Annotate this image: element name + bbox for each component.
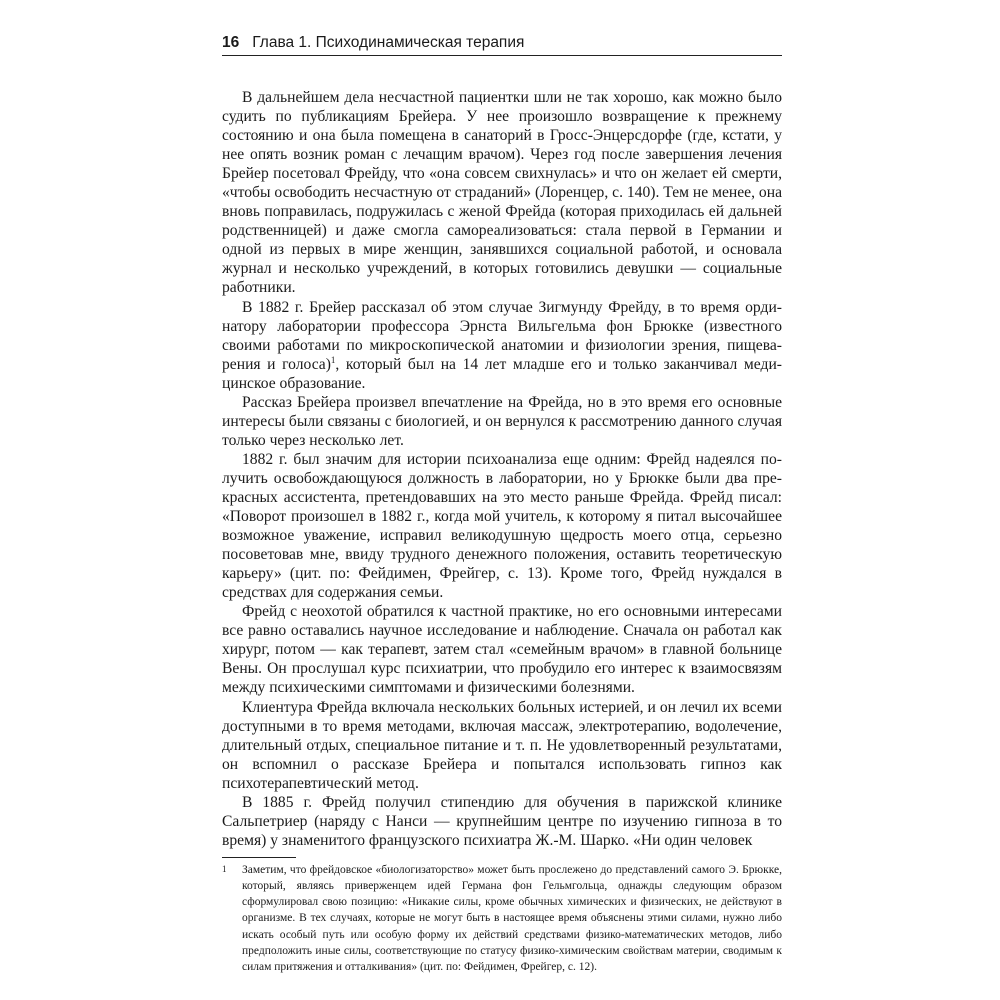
paragraph-text-continuation: , который был на 14 лет младше его и только заканчивал медицинское образование. xyxy=(222,355,782,392)
body-text xyxy=(222,88,782,850)
footnote-divider xyxy=(222,857,296,858)
footnote xyxy=(222,862,782,975)
paragraph xyxy=(222,298,782,393)
paragraph: Клиентура Фрейда включала нескольких больных истерией, и он лечил их всеми доступными в то время методами, включая массаж, электротерапию, водолечение, длительный отдых, специальное питание и т. п. Не удовлетворенный результатами, он вспомнил о рассказе Брейера и попытался использовать гипноз как психотерапевтический метод. xyxy=(222,698,782,792)
page-number: 16 xyxy=(222,34,240,51)
footnote-text: Заметим, что фрейдовское «биологизаторство» может быть прослежено до представлений самого Э. Брюкке, который, являясь приверженцем идей Германа фон Гельмгольца, однажды следующим образом сформулировал свою позицию: «Никакие силы, кроме обычных химических и физических, не действуют в организме. В тех случаях, которые не могут быть в настоящее время объяснены этими силами, нужно либо искать особый путь или особую форму их действий средствами физико-математических методов, либо предположить иные силы, соответствующие по статусу физико-химическим свойствам материи, сводимым к силам притяжения и отталкивания» (цит. по: Фейдимен, Фрейгер, с. 12). xyxy=(242,863,782,974)
chapter-title: Глава 1. Психодинамическая терапия xyxy=(252,34,525,51)
book-page xyxy=(222,30,782,975)
paragraph: Рассказ Брейера произвел впечатление на Фрейда, но в это время его основные интересы были связаны с биологией, и он вернулся к рассмотрению данного случая только через несколько лет. xyxy=(222,393,782,449)
paragraph: 1882 г. был значим для истории психоанализа еще одним: Фрейд надеялся получить освобождающуюся должность в лаборатории, но у Брюкке были два прекрасных ассистента, претендовавших на это место раньше Фрейда. Фрейд писал: «Поворот произошел в 1882 г., когда мой учитель, к которому я питал высочайшее возможное уважение, исправил великодушную щедрость моего отца, серьезно посоветовав мне, ввиду трудного денежного положения, оставить теоретическую карьеру» (цит. по: Фейдимен, Фрейгер, с. 13). Кроме того, Фрейд нуждался в средствах для содержания семьи. xyxy=(222,450,782,602)
paragraph-text: В 1882 г. Брейер рассказал об этом случае Зигмунду Фрейду, в то время ординатору лаборатории профессора Эрнста Вильгельма фон Брюкке (известного своими работами по микроскопической анатомии и физиологии зрения, пищеварения и голоса) xyxy=(222,298,782,373)
paragraph: Фрейд с неохотой обратился к частной практике, но его основными интересами все равно оставались научное исследование и наблюдение. Сначала он работал как хирург, потом — как терапевт, затем стал «семейным врачом» в главной больнице Вены. Он прослушал курс психиатрии, что пробудило его интерес к взаимосвязям между психическими симптомами и физическими болезнями. xyxy=(222,603,782,697)
running-head xyxy=(222,30,782,56)
footnote-reference[interactable]: 1 xyxy=(330,354,336,365)
footnote-marker: 1 xyxy=(222,863,227,874)
paragraph: В дальнейшем дела несчастной пациентки шли не так хорошо, как можно было судить по публикациям Брейера. У нее произошло возвращение к прежнему состоянию и она была помещена в санаторий в Гросс-Энцерсдорфе (где, кстати, у нее опять возник роман с лечащим врачом). Через год после завершения лечения Брейер посетовал Фрейду, что «она совсем свихнулась» и что он желает ей смерти, «чтобы освободить несчастную от страданий» (Лоренцер, с. 140). Тем не менее, она вновь поправилась, подружилась с женой Фрейда (которая приходилась ей дальней родственницей) и даже смогла самореализоваться: стала первой в Германии и одной из первых в мире женщин, занявшихся социальной работой, и основала журнал и несколько учреждений, в которых готовились девушки — социальные работники. xyxy=(222,89,782,297)
paragraph: В 1885 г. Фрейд получил стипендию для обучения в парижской клинике Сальпетриер (наряду с Нанси — крупнейшим центре по изучению гипноза в то время) у знаменитого французского психиатра Ж.-М. Шарко. «Ни один человек xyxy=(222,793,782,849)
footnotes xyxy=(222,862,782,975)
